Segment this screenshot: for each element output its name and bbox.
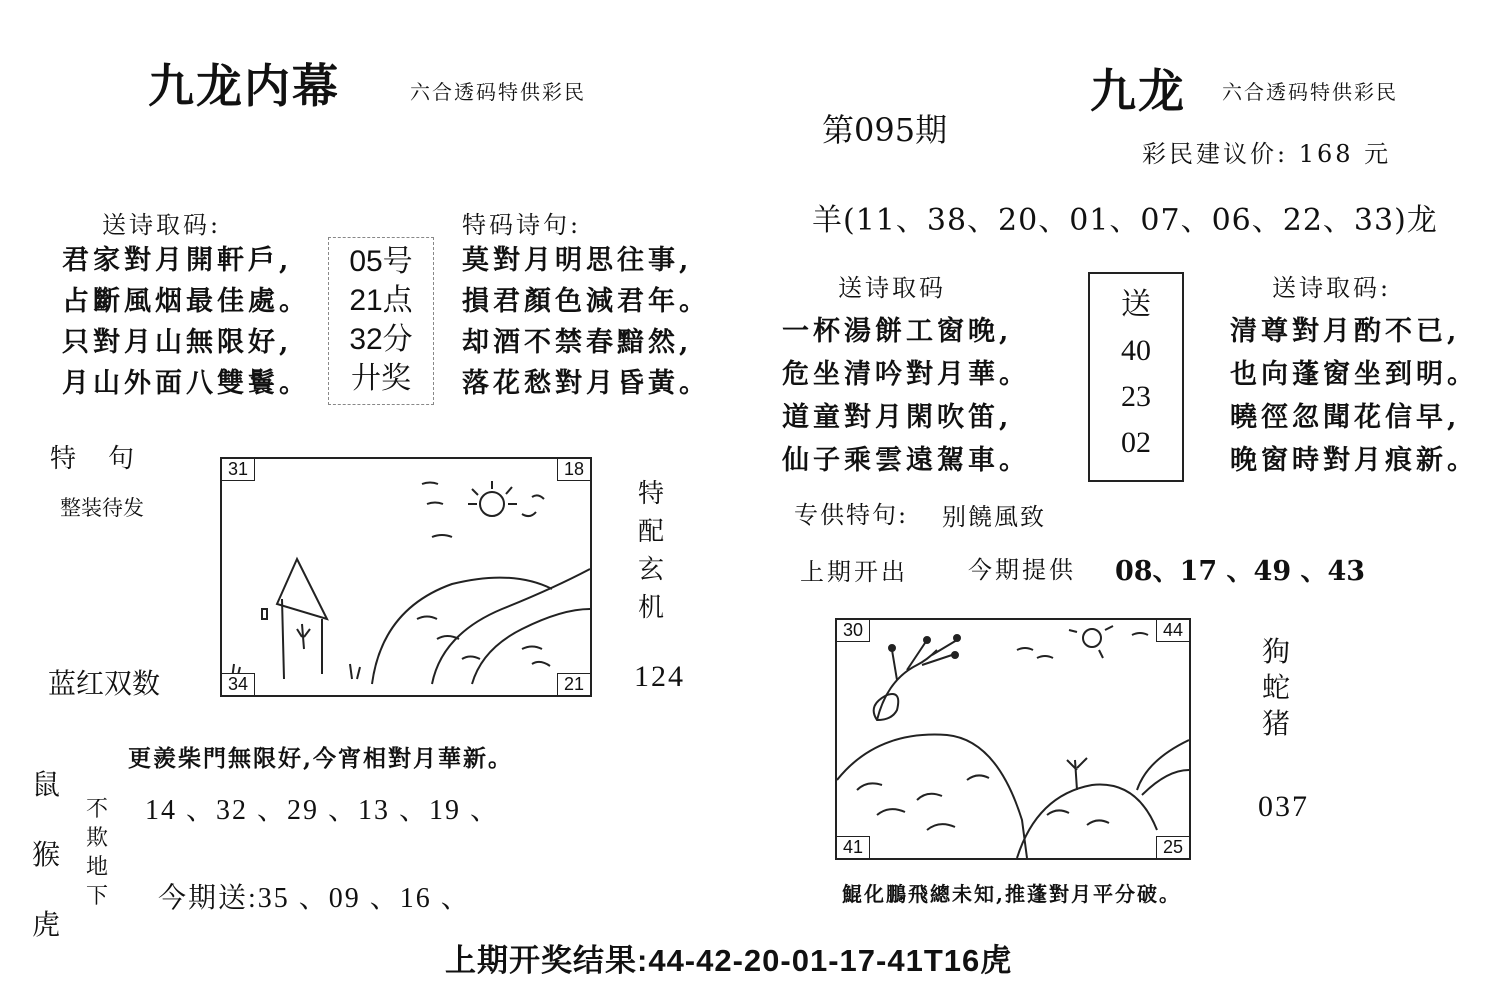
right-poem-left [782,310,1030,482]
poem-line: 仙子乘雲遠駕車。 [782,445,1030,476]
not-cheat-char: 地 [86,855,109,880]
left-picture [220,457,592,697]
poem-line: 只對月山無限好, [62,327,293,358]
landscape-drawing [837,620,1189,858]
animal: 蛇 [1262,671,1291,704]
corner-number: 34 [222,673,255,695]
right-poem-line: 鯤化鵬飛總未知,推蓬對月平分破。 [842,882,1181,906]
right-side-number: 037 [1258,790,1309,823]
poem-line: 危坐清吟對月華。 [782,359,1030,390]
te-ju-note: 整装待发 [60,496,144,520]
left-animals [32,750,60,960]
special-poem [462,240,710,404]
poem-line: 君家對月開軒戶, [62,245,293,276]
poem-line: 清尊對月酌不已, [1230,316,1461,347]
animal-sequence: 羊(11、38、20、01、07、06、22、33)龙 [812,203,1438,238]
last-result: 上期开奖结果:44-42-20-01-17-41T16虎 [445,943,1013,978]
today-send: 今期送:35 、09 、16 、 [158,883,471,914]
poem-line: 道童對月閑吹笛, [782,402,1013,433]
right-animals [1262,634,1290,742]
corner-number: 31 [222,459,255,481]
right-subtitle: 六合透码特供彩民 [1222,80,1398,104]
te-ju-label: 特 句 [50,444,138,474]
last-out-label: 上期开出 [800,558,908,586]
landscape-drawing [222,459,590,695]
numbers-row: 14 、32 、29 、13 、19 、 [145,795,501,826]
left-subtitle: 六合透码特供彩民 [410,80,586,104]
time-box-line: 05号 [349,245,413,278]
right-title: 九龙 [1090,64,1186,118]
corner-number: 44 [1156,620,1189,642]
special-line-label: 专供特句: [794,501,909,529]
corner-number: 41 [837,836,870,858]
animal: 鼠 [32,768,61,801]
send-box-line: 送 [1121,288,1151,321]
side-char: 玄 [638,555,665,585]
poem-line: 也向蓬窗坐到明。 [1230,359,1478,390]
poem-line: 占斷風烟最佳處。 [62,286,310,317]
side-char: 配 [638,517,665,547]
price: 彩民建议价: 168 元 [1142,140,1392,168]
corner-number: 30 [837,620,870,642]
right-picture [835,618,1191,860]
side-char: 机 [638,593,665,623]
poem-line: 一杯湯餅工窗晚, [782,316,1013,347]
this-provide-label: 今期提供 [968,556,1076,584]
not-cheat-char: 欺 [86,826,109,851]
corner-number: 25 [1156,836,1189,858]
corner-number: 18 [557,459,590,481]
poem-line: 却酒不禁春黯然, [462,327,693,358]
left-poem-heading: 送诗取码: [102,211,222,239]
time-box-line: 廾奖 [351,362,411,395]
not-cheat-char: 下 [86,884,109,909]
animal: 虎 [32,908,61,941]
poem-line: 月山外面八雙鬟。 [62,368,310,399]
right-poem-heading-right: 送诗取码: [1272,274,1392,302]
special-line-value: 别饒風致 [942,503,1046,531]
animal: 猴 [32,838,61,871]
side-text [638,475,664,627]
blue-red-label: 蓝红双数 [48,667,161,700]
time-box-line: 21点 [349,284,413,317]
poem-line: 莫對月明思往事, [462,245,693,276]
not-cheat-label [86,795,108,911]
poem-line: 損君顏色減君年。 [462,286,710,317]
poem-line: 晚窗時對月痕新。 [1230,445,1478,476]
special-heading: 特码诗句: [462,211,582,239]
time-box-line: 32分 [349,323,413,356]
corner-number: 21 [557,673,590,695]
send-box-line: 40 [1121,334,1151,367]
left-poem [62,240,310,404]
send-box [1088,272,1184,482]
send-box-line: 02 [1121,426,1151,459]
left-poem-line: 更羨柴門無限好,今宵相對月華新。 [128,745,514,772]
provide-numbers: 08、17 、49 、43 [1115,556,1366,587]
animal: 猪 [1262,707,1291,740]
right-poem-heading-left: 送诗取码 [838,274,946,302]
poem-line: 曉徑忽聞花信早, [1230,402,1461,433]
not-cheat-char: 不 [86,797,109,822]
left-title: 九龙内幕 [148,59,340,113]
time-box [328,237,434,405]
poem-line: 落花愁對月昏黃。 [462,368,710,399]
send-box-line: 23 [1121,380,1151,413]
left-side-number: 124 [634,660,685,693]
right-poem-right [1230,310,1478,482]
animal: 狗 [1262,635,1291,668]
side-char: 特 [638,479,665,509]
issue-number: 第095期 [822,111,948,149]
